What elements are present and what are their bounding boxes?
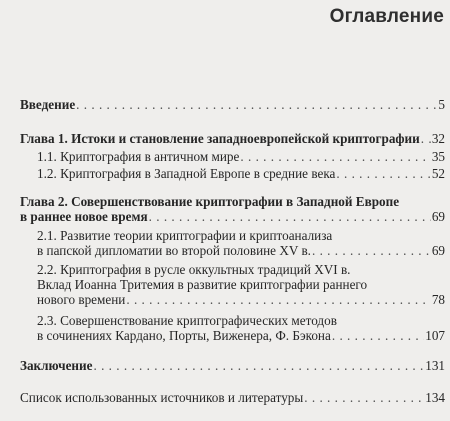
toc-entry-chapter-2[interactable] xyxy=(20,194,445,224)
toc-entry-title-line: Вклад Иоанна Тритемия в развитие криптографии раннего xyxy=(37,277,368,292)
toc-entry-title: 1.2. Криптография в Западной Европе в средние века xyxy=(37,166,336,181)
dot-leader xyxy=(93,358,424,373)
toc-entry-title: 1.1. Криптография в античном мире xyxy=(37,149,240,164)
dot-leader xyxy=(312,243,431,258)
toc-entry-section-2-3[interactable] xyxy=(37,313,445,343)
toc-entry-section-1-2[interactable] xyxy=(37,166,445,181)
toc-entry-title: Заключение xyxy=(20,358,93,373)
toc-entry-page: 5 xyxy=(438,97,445,112)
toc-entry-page: 69 xyxy=(431,243,445,258)
toc-entry-chapter-1[interactable] xyxy=(20,131,445,146)
dot-leader xyxy=(149,209,431,224)
toc-entry-title: Список использованных источников и литературы xyxy=(20,390,304,405)
toc-entry-title-line: в сочинениях Кардано, Порты, Виженера, Ф. Бэкона xyxy=(37,328,331,343)
toc-entry-section-2-2[interactable] xyxy=(37,262,445,307)
toc-entry-title-line: 2.2. Криптография в русле оккультных традиций XVI в. xyxy=(37,262,351,277)
toc-entry-page: 35 xyxy=(431,149,445,164)
toc-entry-section-2-1[interactable] xyxy=(37,228,445,258)
toc-entry-page: 32 xyxy=(431,131,445,146)
toc-entry-title-line: 2.1. Развитие теории криптографии и криптоанализа xyxy=(37,228,333,243)
dot-leader xyxy=(304,390,424,405)
toc-entry-page: 107 xyxy=(425,328,445,343)
toc-entry-conclusion[interactable] xyxy=(20,358,445,373)
dot-leader xyxy=(336,166,430,181)
toc-entry-section-1-1[interactable] xyxy=(37,149,445,164)
toc-entry-page: 69 xyxy=(431,209,445,224)
toc-entry-title: Глава 1. Истоки и становление западноевропейской криптографии xyxy=(20,131,420,146)
dot-leader xyxy=(76,97,437,112)
toc-entry-page: 131 xyxy=(425,358,445,373)
toc-entry-title-line: в папской дипломатии во второй половине XV в. xyxy=(37,243,311,258)
dot-leader xyxy=(332,328,424,343)
toc-entry-bibliography[interactable] xyxy=(20,390,445,405)
toc-entry-title-line: 2.3. Совершенствование криптографических методов xyxy=(37,313,337,328)
dot-leader xyxy=(126,292,430,307)
toc-entry-introduction[interactable] xyxy=(20,97,445,112)
toc-entry-page: 134 xyxy=(425,390,445,405)
toc-entry-title-line: в раннее новое время xyxy=(20,209,148,224)
page-title: Оглавление xyxy=(329,6,444,27)
toc-entry-page: 78 xyxy=(431,292,445,307)
dot-leader xyxy=(421,131,431,146)
toc-entry-title: Введение xyxy=(20,97,76,112)
toc-entry-page: 52 xyxy=(431,166,445,181)
toc-entry-title-line: Глава 2. Совершенствование криптографии в Западной Европе xyxy=(20,194,400,209)
dot-leader xyxy=(240,149,430,164)
toc-entry-title-line: нового времени xyxy=(37,292,126,307)
